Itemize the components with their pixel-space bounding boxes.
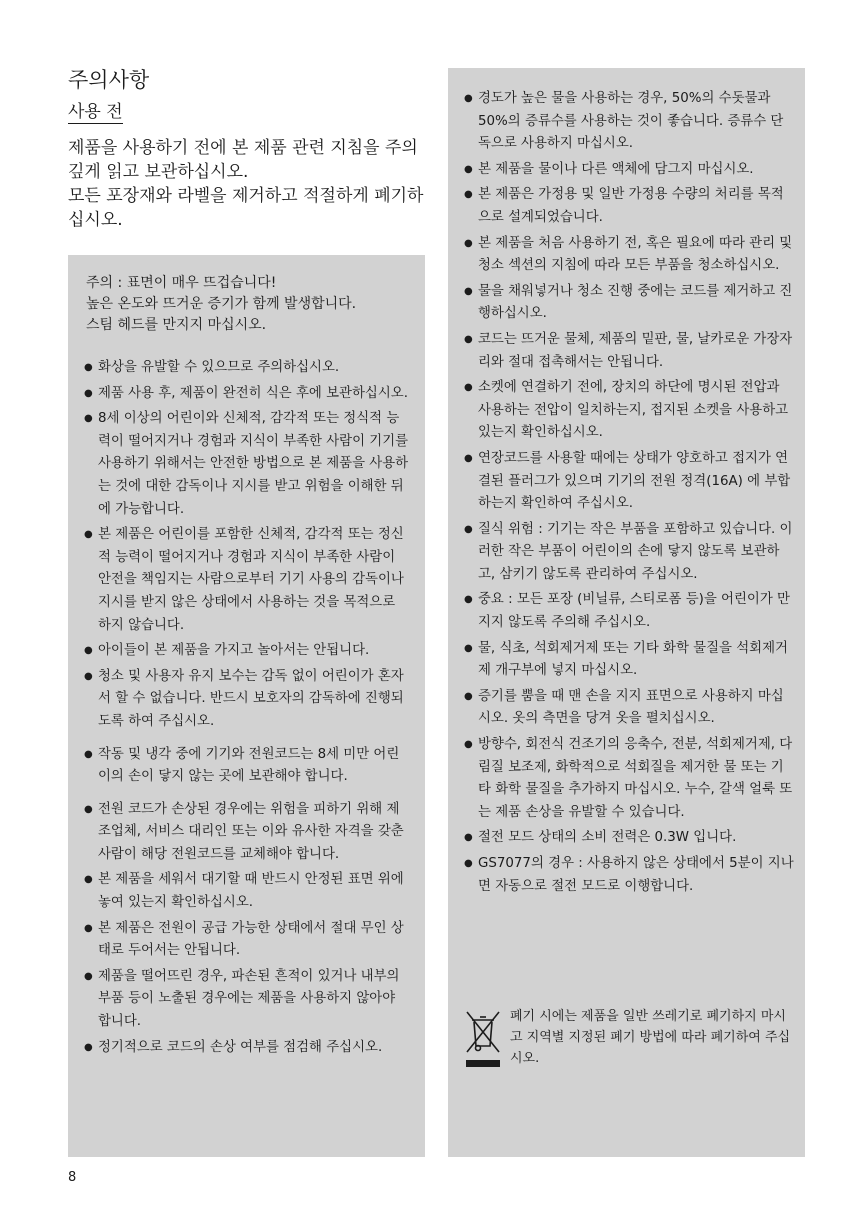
list-item: ● 본 제품을 세워서 대기할 때 반드시 안정된 표면 위에 놓여 있는지 확인하십시오. bbox=[84, 869, 412, 914]
list-item: ● GS7077의 경우 : 사용하지 않은 상태에서 5분이 지나면 자동으로 절전 모드로 이행합니다. bbox=[464, 853, 794, 898]
hot-surface-warning bbox=[86, 273, 416, 336]
list-item: ● 물을 채워넣거나 청소 진행 중에는 코드를 제거하고 진행하십시오. bbox=[464, 281, 794, 326]
disposal-notice bbox=[464, 1006, 794, 1076]
list-item: ● 물, 식초, 석회제거제 또는 기타 화학 물질을 석회제거제 개구부에 넣지 마십시오. bbox=[464, 638, 794, 683]
list-item: ● 본 제품은 어린이를 포함한 신체적, 감각적 또는 정신적 능력이 떨어지거나 경험과 지식이 부족한 사람이 안전을 책임지는 사람으로부터 기기 사용의 감독이나 지시를 받지 않은 상태에서 사용하는 것을 목적으로 하지 않습니다. bbox=[84, 524, 412, 637]
intro-line: 제품을 사용하기 전에 본 제품 관련 지침을 주의 깊게 읽고 보관하십시오. bbox=[68, 138, 418, 182]
list-item: ● 아이들이 본 제품을 가지고 놀아서는 안됩니다. bbox=[84, 640, 412, 663]
right-safety-list bbox=[464, 88, 794, 901]
list-item: ● 본 제품은 전원이 공급 가능한 상태에서 절대 무인 상태로 두어서는 안됩니다. bbox=[84, 918, 412, 963]
left-safety-list bbox=[84, 357, 412, 1062]
list-item: ● 방향수, 회전식 건조기의 응축수, 전분, 석회제거제, 다림질 보조제, 화학적으로 석회질을 제거한 물 또는 기타 화학 물질을 추가하지 마십시오. 누수, 갈색 얼룩 또는 제품 손상을 유발할 수 있습니다. bbox=[464, 734, 794, 824]
list-item: ● 절전 모드 상태의 소비 전력은 0.3W 입니다. bbox=[464, 827, 794, 850]
section-subtitle: 사용 전 bbox=[68, 97, 123, 124]
crossed-out-wheelie-bin-icon bbox=[464, 1008, 502, 1070]
list-item: ● 본 제품은 가정용 및 일반 가정용 수량의 처리를 목적으로 설계되었습니다. bbox=[464, 184, 794, 229]
list-item: ● 청소 및 사용자 유지 보수는 감독 없이 어린이가 혼자서 할 수 없습니다. 반드시 보호자의 감독하에 진행되도록 하여 주십시오. bbox=[84, 666, 412, 734]
list-item: ● 코드는 뜨거운 물체, 제품의 밑판, 물, 날카로운 가장자리와 절대 접촉해서는 안됩니다. bbox=[464, 329, 794, 374]
list-item: ● 중요 : 모든 포장 (비닐류, 스티로폼 등)을 어린이가 만지지 않도록 주의해 주십시오. bbox=[464, 589, 794, 634]
right-warning-panel bbox=[448, 68, 805, 1157]
list-item: ● 정기적으로 코드의 손상 여부를 점검해 주십시오. bbox=[84, 1037, 412, 1060]
list-item: ● 화상을 유발할 수 있으므로 주의하십시오. bbox=[84, 357, 412, 380]
page-number: 8 bbox=[68, 1170, 77, 1185]
list-item: ● 8세 이상의 어린이와 신체적, 감각적 또는 정식적 능력이 떨어지거나 경험과 지식이 부족한 사람이 기기를 사용하기 위해서는 안전한 방법으로 본 제품을 사용하는 것에 대한 감독이나 지시를 받고 위험을 이해한 뒤에 가능합니다. bbox=[84, 408, 412, 521]
left-warning-panel bbox=[68, 255, 425, 1157]
list-item: ● 본 제품을 처음 사용하기 전, 혹은 필요에 따라 관리 및 청소 섹션의 지침에 따라 모든 부품을 청소하십시오. bbox=[464, 233, 794, 278]
page-title: 주의사항 bbox=[68, 68, 150, 92]
warning-line: 스팀 헤드를 만지지 마십시오. bbox=[86, 317, 267, 333]
list-item: ● 제품 사용 후, 제품이 완전히 식은 후에 보관하십시오. bbox=[84, 383, 412, 406]
list-item: ● 제품을 떨어뜨린 경우, 파손된 흔적이 있거나 내부의 부품 등이 노출된 경우에는 제품을 사용하지 않아야 합니다. bbox=[84, 966, 412, 1034]
list-item: ● 작동 및 냉각 중에 기기와 전원코드는 8세 미만 어린이의 손이 닿지 않는 곳에 보관해야 합니다. bbox=[84, 744, 412, 789]
list-item: ● 전원 코드가 손상된 경우에는 위험을 피하기 위해 제조업체, 서비스 대리인 또는 이와 유사한 자격을 갖춘 사람이 해당 전원코드를 교체해야 합니다. bbox=[84, 799, 412, 867]
disposal-text: 폐기 시에는 제품을 일반 쓰레기로 폐기하지 마시고 지역별 지정된 폐기 방법에 따라 폐기하여 주십시오. bbox=[510, 1009, 791, 1066]
intro-line: 모든 포장재와 라벨을 제거하고 적절하게 폐기하십시오. bbox=[68, 186, 424, 230]
list-item: ● 질식 위험 : 기기는 작은 부품을 포함하고 있습니다. 이러한 작은 부품이 어린이의 손에 닿지 않도록 보관하고, 삼키기 않도록 관리하여 주십시오. bbox=[464, 519, 794, 587]
list-item: ● 본 제품을 물이나 다른 액체에 담그지 마십시오. bbox=[464, 159, 794, 182]
list-item: ● 연장코드를 사용할 때에는 상태가 양호하고 접지가 연결된 플러그가 있으며 기기의 전원 정격(16A) 에 부합하는지 확인하여 주십시오. bbox=[464, 448, 794, 516]
warning-line: 높은 온도와 뜨거운 증기가 함께 발생합니다. bbox=[86, 296, 357, 312]
warning-line: 주의 : 표면이 매우 뜨겁습니다! bbox=[86, 275, 277, 291]
list-item: ● 소켓에 연결하기 전에, 장치의 하단에 명시된 전압과 사용하는 전압이 일치하는지, 접지된 소켓을 사용하고 있는지 확인하십시오. bbox=[464, 377, 794, 445]
list-item: ● 증기를 뿜을 때 맨 손을 지지 표면으로 사용하지 마십시오. 옷의 측면을 당겨 옷을 펼치십시오. bbox=[464, 686, 794, 731]
intro-text bbox=[68, 136, 428, 232]
list-item: ● 경도가 높은 물을 사용하는 경우, 50%의 수돗물과 50%의 증류수를 사용하는 것이 좋습니다. 증류수 단독으로 사용하지 마십시오. bbox=[464, 88, 794, 156]
